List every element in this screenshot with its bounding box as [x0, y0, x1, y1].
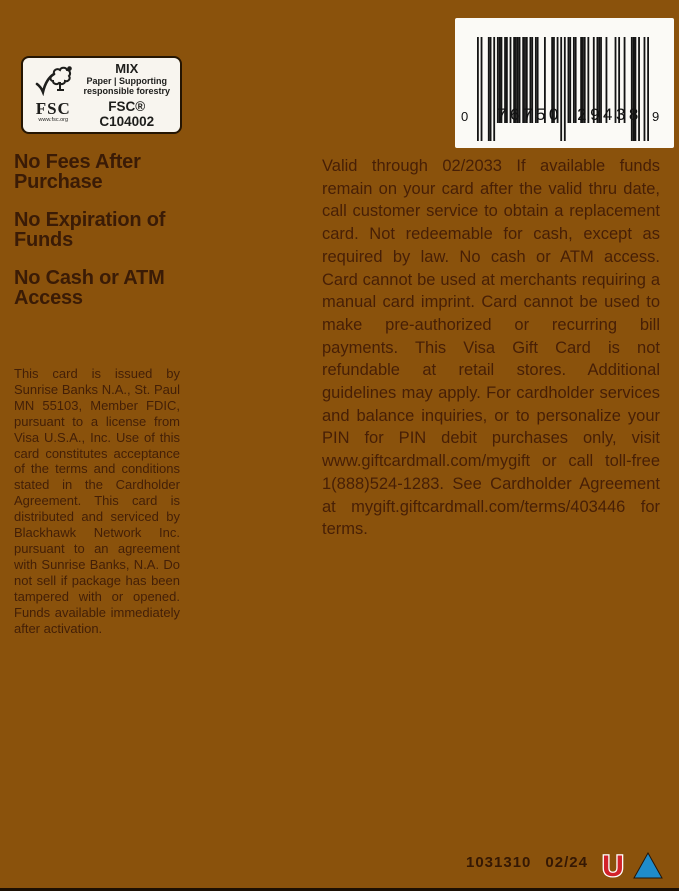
- fsc-logo-text: FSC: [35, 99, 71, 118]
- benefit-no-fees: [14, 153, 314, 192]
- barcode-right-group: 29438: [577, 105, 642, 124]
- upc-barcode: [455, 18, 674, 148]
- benefit-no-expiration: [14, 211, 314, 250]
- benefit-line: Access: [14, 286, 83, 309]
- barcode-first-digit: 0: [461, 109, 469, 124]
- fsc-url: www.fsc.org: [38, 117, 69, 123]
- benefit-line: Purchase: [14, 170, 103, 193]
- barcode-bars-icon: [477, 37, 649, 141]
- fsc-tree-icon: [34, 66, 72, 101]
- barcode-check-digit: 9: [652, 109, 660, 124]
- benefit-line: No Expiration of: [14, 209, 166, 231]
- fsc-certification-label: [21, 56, 182, 134]
- fsc-grade: MIX: [115, 61, 139, 76]
- benefit-line: No Fees After: [14, 151, 141, 173]
- benefits-list: [14, 153, 314, 327]
- recycle-triangle-icon: [632, 851, 664, 886]
- benefit-line: Funds: [14, 228, 73, 251]
- issuer-legal-text: This card is issued by Sunrise Banks N.A., St. Paul MN 55103, Member FDIC, pursuant to a license from Visa U.S.A., Inc. Use of this card constitutes acceptance of the terms and conditions stated in the Cardholder Agreement. This card is distributed and serviced by Blackhawk Network Inc. pursuant to an agreement with Sunrise Banks, N.A. Do not sell if package has been tampered with or opened. Funds available immediately after activation.: [14, 366, 180, 636]
- benefit-no-cash: [14, 269, 314, 308]
- fsc-text-block: [80, 61, 180, 129]
- fsc-logo-block: [23, 66, 80, 124]
- card-terms-text: Valid through 02/2033 If available funds remain on your card after the valid thru date, call customer service to obtain a replacement card. Not redeemable for cash, except as required by law. No cash or ATM access. Card cannot be used at merchants requiring a manual card imprint. Card cannot be used to make pre-authorized or recurring bill payments. This Visa Gift Card is not refundable at retail stores. Additional guidelines may apply. For cardholder services and balance inquiries, or to personalize your PIN for PIN debit purchases only, visit www.giftcardmall.com/mygift or call toll-free 1(888)524-1283. See Cardholder Agreement at mygift.giftcardmall.com/terms/403446 for terms.: [322, 157, 660, 539]
- fsc-line2: responsible forestry: [83, 86, 171, 96]
- item-code: 1031310: [466, 854, 532, 871]
- svg-text:U: U: [602, 850, 624, 882]
- u-certification-icon: [597, 848, 629, 887]
- barcode-left-group: 76750: [497, 105, 562, 124]
- date-code: 02/24: [545, 854, 588, 871]
- fsc-license-code: FSC® C104002: [99, 99, 155, 129]
- fsc-line1: Paper | Supporting: [86, 76, 168, 86]
- benefit-line: No Cash or ATM: [14, 267, 165, 289]
- footer-codes: [466, 855, 588, 871]
